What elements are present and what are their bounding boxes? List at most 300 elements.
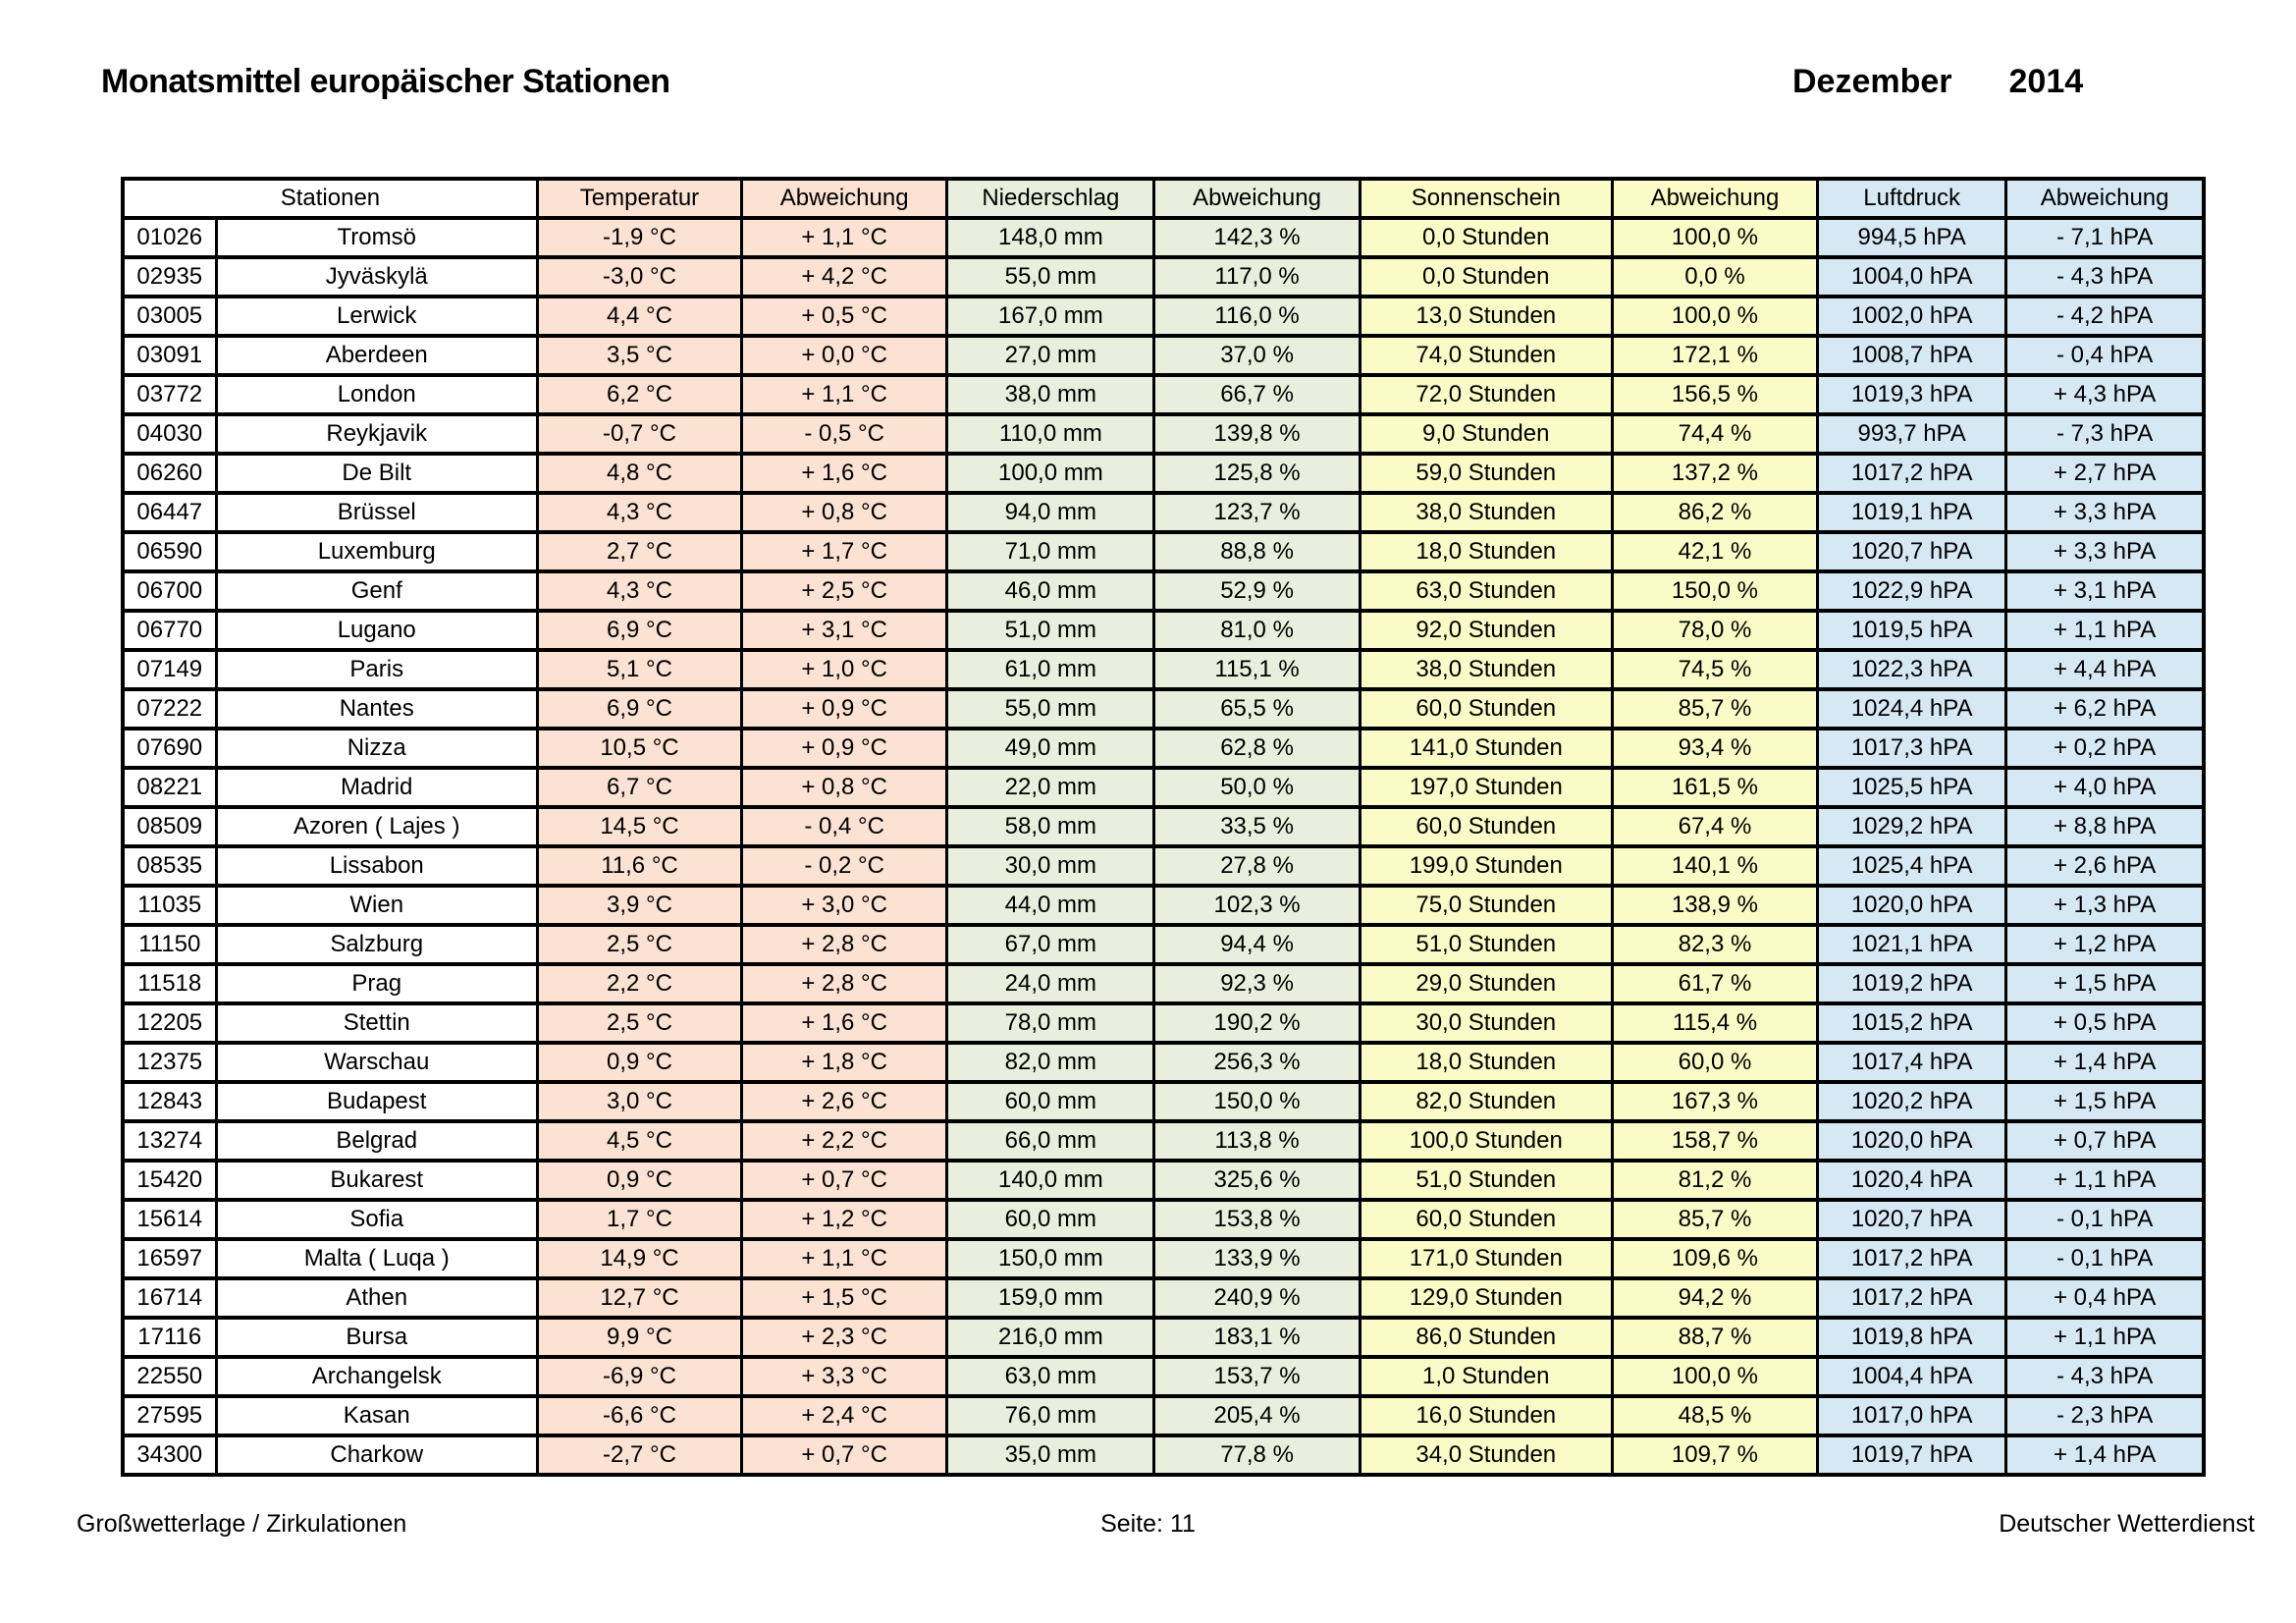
- pressure-deviation-cell: - 7,3 hPA: [2006, 414, 2204, 454]
- pressure-deviation-cell: + 4,3 hPA: [2006, 375, 2204, 414]
- table-row: [123, 925, 2204, 964]
- station-id-cell: 17116: [123, 1318, 216, 1357]
- pressure-cell: 1017,2 hPA: [1818, 1278, 2006, 1318]
- sunshine-cell: 141,0 Stunden: [1360, 729, 1612, 768]
- table-row: [123, 650, 2204, 689]
- pressure-cell: 1020,7 hPA: [1818, 1200, 2006, 1239]
- pressure-cell: 1020,7 hPA: [1818, 532, 2006, 571]
- precipitation-deviation-cell: 240,9 %: [1154, 1278, 1360, 1318]
- sunshine-cell: 16,0 Stunden: [1360, 1396, 1612, 1435]
- precipitation-cell: 38,0 mm: [947, 375, 1154, 414]
- sunshine-cell: 197,0 Stunden: [1360, 768, 1612, 807]
- precipitation-cell: 24,0 mm: [947, 964, 1154, 1003]
- station-id-cell: 13274: [123, 1121, 216, 1161]
- station-id-cell: 08509: [123, 807, 216, 846]
- sunshine-deviation-cell: 0,0 %: [1612, 257, 1817, 297]
- pressure-cell: 1004,0 hPA: [1818, 257, 2006, 297]
- sunshine-cell: 18,0 Stunden: [1360, 1043, 1612, 1082]
- station-name-cell: Malta ( Luqa ): [216, 1239, 537, 1278]
- pressure-cell: 1002,0 hPA: [1818, 297, 2006, 336]
- precipitation-cell: 35,0 mm: [947, 1435, 1154, 1475]
- station-name-cell: Luxemburg: [216, 532, 537, 571]
- station-id-cell: 06590: [123, 532, 216, 571]
- sunshine-deviation-cell: 140,1 %: [1612, 846, 1817, 886]
- pressure-deviation-cell: + 2,6 hPA: [2006, 846, 2204, 886]
- table-row: [123, 414, 2204, 454]
- precipitation-cell: 167,0 mm: [947, 297, 1154, 336]
- precipitation-deviation-cell: 150,0 %: [1154, 1082, 1360, 1121]
- temperature-cell: 6,9 °C: [537, 611, 741, 650]
- precipitation-cell: 49,0 mm: [947, 729, 1154, 768]
- temperature-deviation-cell: + 1,1 °C: [742, 1239, 947, 1278]
- sunshine-cell: 59,0 Stunden: [1360, 454, 1612, 493]
- precipitation-cell: 58,0 mm: [947, 807, 1154, 846]
- sunshine-cell: 72,0 Stunden: [1360, 375, 1612, 414]
- pressure-deviation-cell: + 1,1 hPA: [2006, 1161, 2204, 1200]
- temperature-cell: 2,7 °C: [537, 532, 741, 571]
- footer-left-text: Großwetterlage / Zirkulationen: [77, 1510, 407, 1538]
- table-row: [123, 532, 2204, 571]
- precipitation-cell: 30,0 mm: [947, 846, 1154, 886]
- pressure-cell: 1019,3 hPA: [1818, 375, 2006, 414]
- station-name-cell: Madrid: [216, 768, 537, 807]
- pressure-cell: 1022,9 hPA: [1818, 571, 2006, 611]
- temperature-deviation-cell: + 1,8 °C: [742, 1043, 947, 1082]
- pressure-cell: 1017,2 hPA: [1818, 1239, 2006, 1278]
- sunshine-cell: 38,0 Stunden: [1360, 650, 1612, 689]
- sunshine-deviation-cell: 67,4 %: [1612, 807, 1817, 846]
- pressure-deviation-cell: - 0,1 hPA: [2006, 1239, 2204, 1278]
- pressure-cell: 1015,2 hPA: [1818, 1003, 2006, 1043]
- temperature-deviation-cell: + 2,3 °C: [742, 1318, 947, 1357]
- station-id-cell: 08221: [123, 768, 216, 807]
- sunshine-cell: 171,0 Stunden: [1360, 1239, 1612, 1278]
- pressure-deviation-cell: + 1,5 hPA: [2006, 1082, 2204, 1121]
- temperature-cell: 2,5 °C: [537, 1003, 741, 1043]
- table-row: [123, 1003, 2204, 1043]
- sunshine-cell: 92,0 Stunden: [1360, 611, 1612, 650]
- table-row: [123, 611, 2204, 650]
- station-name-cell: Warschau: [216, 1043, 537, 1082]
- precipitation-deviation-cell: 115,1 %: [1154, 650, 1360, 689]
- pressure-deviation-cell: + 1,1 hPA: [2006, 1318, 2204, 1357]
- pressure-cell: 1020,2 hPA: [1818, 1082, 2006, 1121]
- temperature-cell: 6,7 °C: [537, 768, 741, 807]
- pressure-cell: 1020,0 hPA: [1818, 886, 2006, 925]
- station-id-cell: 06260: [123, 454, 216, 493]
- station-name-cell: Athen: [216, 1278, 537, 1318]
- pressure-deviation-cell: + 0,7 hPA: [2006, 1121, 2204, 1161]
- precipitation-cell: 55,0 mm: [947, 689, 1154, 729]
- station-id-cell: 22550: [123, 1357, 216, 1396]
- temperature-deviation-cell: + 1,0 °C: [742, 650, 947, 689]
- precipitation-cell: 82,0 mm: [947, 1043, 1154, 1082]
- precipitation-deviation-cell: 142,3 %: [1154, 218, 1360, 257]
- pressure-cell: 1017,3 hPA: [1818, 729, 2006, 768]
- temperature-cell: -1,9 °C: [537, 218, 741, 257]
- station-name-cell: Kasan: [216, 1396, 537, 1435]
- sunshine-deviation-cell: 81,2 %: [1612, 1161, 1817, 1200]
- temperature-deviation-cell: + 3,3 °C: [742, 1357, 947, 1396]
- station-name-cell: Lissabon: [216, 846, 537, 886]
- precipitation-cell: 27,0 mm: [947, 336, 1154, 375]
- temperature-cell: 14,9 °C: [537, 1239, 741, 1278]
- temperature-cell: 9,9 °C: [537, 1318, 741, 1357]
- sunshine-deviation-cell: 100,0 %: [1612, 297, 1817, 336]
- precipitation-deviation-cell: 113,8 %: [1154, 1121, 1360, 1161]
- table-row: [123, 689, 2204, 729]
- precipitation-cell: 55,0 mm: [947, 257, 1154, 297]
- temperature-deviation-cell: + 1,1 °C: [742, 218, 947, 257]
- station-name-cell: Budapest: [216, 1082, 537, 1121]
- temperature-deviation-cell: + 0,7 °C: [742, 1435, 947, 1475]
- sunshine-deviation-cell: 74,4 %: [1612, 414, 1817, 454]
- temperature-deviation-cell: + 0,7 °C: [742, 1161, 947, 1200]
- precipitation-deviation-cell: 92,3 %: [1154, 964, 1360, 1003]
- table-row: [123, 571, 2204, 611]
- pressure-cell: 1019,2 hPA: [1818, 964, 2006, 1003]
- station-name-cell: Paris: [216, 650, 537, 689]
- temperature-deviation-cell: + 2,6 °C: [742, 1082, 947, 1121]
- station-id-cell: 07222: [123, 689, 216, 729]
- precipitation-cell: 61,0 mm: [947, 650, 1154, 689]
- station-name-cell: Tromsö: [216, 218, 537, 257]
- sunshine-cell: 86,0 Stunden: [1360, 1318, 1612, 1357]
- precipitation-deviation-cell: 65,5 %: [1154, 689, 1360, 729]
- column-header-luftdruck-abweichung: Abweichung: [2006, 179, 2204, 218]
- pressure-deviation-cell: + 1,3 hPA: [2006, 886, 2204, 925]
- temperature-cell: 1,7 °C: [537, 1200, 741, 1239]
- sunshine-deviation-cell: 137,2 %: [1612, 454, 1817, 493]
- temperature-cell: 3,0 °C: [537, 1082, 741, 1121]
- pressure-cell: 1017,4 hPA: [1818, 1043, 2006, 1082]
- sunshine-deviation-cell: 85,7 %: [1612, 1200, 1817, 1239]
- station-name-cell: Lugano: [216, 611, 537, 650]
- temperature-deviation-cell: + 2,4 °C: [742, 1396, 947, 1435]
- temperature-cell: -6,9 °C: [537, 1357, 741, 1396]
- station-name-cell: London: [216, 375, 537, 414]
- precipitation-deviation-cell: 116,0 %: [1154, 297, 1360, 336]
- station-name-cell: Reykjavik: [216, 414, 537, 454]
- temperature-cell: 4,5 °C: [537, 1121, 741, 1161]
- column-header-temp-abweichung: Abweichung: [742, 179, 947, 218]
- column-header-luftdruck: Luftdruck: [1818, 179, 2006, 218]
- station-id-cell: 07690: [123, 729, 216, 768]
- station-id-cell: 08535: [123, 846, 216, 886]
- table-row: [123, 336, 2204, 375]
- station-name-cell: Jyväskylä: [216, 257, 537, 297]
- sunshine-cell: 63,0 Stunden: [1360, 571, 1612, 611]
- station-name-cell: Azoren ( Lajes ): [216, 807, 537, 846]
- precipitation-deviation-cell: 94,4 %: [1154, 925, 1360, 964]
- pressure-cell: 1022,3 hPA: [1818, 650, 2006, 689]
- temperature-cell: 14,5 °C: [537, 807, 741, 846]
- temperature-deviation-cell: + 2,8 °C: [742, 964, 947, 1003]
- temperature-cell: -3,0 °C: [537, 257, 741, 297]
- precipitation-deviation-cell: 256,3 %: [1154, 1043, 1360, 1082]
- station-id-cell: 12205: [123, 1003, 216, 1043]
- precipitation-cell: 60,0 mm: [947, 1082, 1154, 1121]
- sunshine-deviation-cell: 48,5 %: [1612, 1396, 1817, 1435]
- precipitation-cell: 71,0 mm: [947, 532, 1154, 571]
- pressure-deviation-cell: + 4,4 hPA: [2006, 650, 2204, 689]
- precipitation-cell: 66,0 mm: [947, 1121, 1154, 1161]
- station-name-cell: Wien: [216, 886, 537, 925]
- station-id-cell: 06700: [123, 571, 216, 611]
- pressure-cell: 1025,4 hPA: [1818, 846, 2006, 886]
- pressure-deviation-cell: + 8,8 hPA: [2006, 807, 2204, 846]
- table-row: [123, 807, 2204, 846]
- station-name-cell: Salzburg: [216, 925, 537, 964]
- precipitation-deviation-cell: 88,8 %: [1154, 532, 1360, 571]
- temperature-deviation-cell: + 1,1 °C: [742, 375, 947, 414]
- temperature-cell: 4,8 °C: [537, 454, 741, 493]
- temperature-cell: 3,9 °C: [537, 886, 741, 925]
- precipitation-cell: 78,0 mm: [947, 1003, 1154, 1043]
- temperature-deviation-cell: + 1,5 °C: [742, 1278, 947, 1318]
- temperature-cell: 2,5 °C: [537, 925, 741, 964]
- sunshine-deviation-cell: 42,1 %: [1612, 532, 1817, 571]
- precipitation-deviation-cell: 33,5 %: [1154, 807, 1360, 846]
- precipitation-cell: 76,0 mm: [947, 1396, 1154, 1435]
- temperature-deviation-cell: + 1,6 °C: [742, 454, 947, 493]
- report-year: 2014: [2008, 63, 2084, 100]
- pressure-cell: 1020,0 hPA: [1818, 1121, 2006, 1161]
- pressure-cell: 994,5 hPA: [1818, 218, 2006, 257]
- precipitation-cell: 22,0 mm: [947, 768, 1154, 807]
- sunshine-deviation-cell: 172,1 %: [1612, 336, 1817, 375]
- temperature-deviation-cell: + 3,0 °C: [742, 886, 947, 925]
- temperature-cell: 2,2 °C: [537, 964, 741, 1003]
- sunshine-cell: 82,0 Stunden: [1360, 1082, 1612, 1121]
- table-row: [123, 297, 2204, 336]
- sunshine-cell: 199,0 Stunden: [1360, 846, 1612, 886]
- station-id-cell: 03005: [123, 297, 216, 336]
- precipitation-deviation-cell: 133,9 %: [1154, 1239, 1360, 1278]
- column-header-temperatur: Temperatur: [537, 179, 741, 218]
- column-header-niederschlag-abweichung: Abweichung: [1154, 179, 1360, 218]
- table-row: [123, 1396, 2204, 1435]
- pressure-cell: 1024,4 hPA: [1818, 689, 2006, 729]
- temperature-cell: 0,9 °C: [537, 1043, 741, 1082]
- precipitation-cell: 63,0 mm: [947, 1357, 1154, 1396]
- precipitation-cell: 150,0 mm: [947, 1239, 1154, 1278]
- pressure-cell: 1025,5 hPA: [1818, 768, 2006, 807]
- report-month: Dezember: [1792, 63, 1952, 100]
- precipitation-cell: 46,0 mm: [947, 571, 1154, 611]
- station-id-cell: 02935: [123, 257, 216, 297]
- station-name-cell: Archangelsk: [216, 1357, 537, 1396]
- temperature-deviation-cell: - 0,5 °C: [742, 414, 947, 454]
- table-row: [123, 964, 2204, 1003]
- temperature-cell: 10,5 °C: [537, 729, 741, 768]
- pressure-deviation-cell: - 4,3 hPA: [2006, 1357, 2204, 1396]
- station-name-cell: Prag: [216, 964, 537, 1003]
- temperature-cell: 4,3 °C: [537, 493, 741, 532]
- station-name-cell: Genf: [216, 571, 537, 611]
- table-row: [123, 1200, 2204, 1239]
- precipitation-cell: 60,0 mm: [947, 1200, 1154, 1239]
- sunshine-deviation-cell: 60,0 %: [1612, 1043, 1817, 1082]
- station-id-cell: 16714: [123, 1278, 216, 1318]
- station-id-cell: 03772: [123, 375, 216, 414]
- station-id-cell: 06770: [123, 611, 216, 650]
- sunshine-cell: 60,0 Stunden: [1360, 807, 1612, 846]
- sunshine-cell: 1,0 Stunden: [1360, 1357, 1612, 1396]
- column-header-stationen: Stationen: [123, 179, 537, 218]
- temperature-deviation-cell: + 2,5 °C: [742, 571, 947, 611]
- sunshine-deviation-cell: 94,2 %: [1612, 1278, 1817, 1318]
- sunshine-deviation-cell: 86,2 %: [1612, 493, 1817, 532]
- station-name-cell: Nantes: [216, 689, 537, 729]
- station-name-cell: Nizza: [216, 729, 537, 768]
- precipitation-deviation-cell: 52,9 %: [1154, 571, 1360, 611]
- precipitation-deviation-cell: 81,0 %: [1154, 611, 1360, 650]
- station-id-cell: 07149: [123, 650, 216, 689]
- pressure-deviation-cell: + 2,7 hPA: [2006, 454, 2204, 493]
- station-name-cell: Bursa: [216, 1318, 537, 1357]
- sunshine-deviation-cell: 78,0 %: [1612, 611, 1817, 650]
- temperature-deviation-cell: + 0,8 °C: [742, 493, 947, 532]
- precipitation-cell: 51,0 mm: [947, 611, 1154, 650]
- table-row: [123, 1161, 2204, 1200]
- table-row: [123, 1082, 2204, 1121]
- precipitation-cell: 110,0 mm: [947, 414, 1154, 454]
- pressure-cell: 1021,1 hPA: [1818, 925, 2006, 964]
- precipitation-deviation-cell: 139,8 %: [1154, 414, 1360, 454]
- sunshine-deviation-cell: 109,6 %: [1612, 1239, 1817, 1278]
- sunshine-deviation-cell: 138,9 %: [1612, 886, 1817, 925]
- temperature-deviation-cell: + 2,8 °C: [742, 925, 947, 964]
- table-row: [123, 768, 2204, 807]
- precipitation-deviation-cell: 153,8 %: [1154, 1200, 1360, 1239]
- temperature-cell: 12,7 °C: [537, 1278, 741, 1318]
- precipitation-cell: 44,0 mm: [947, 886, 1154, 925]
- pressure-cell: 1019,1 hPA: [1818, 493, 2006, 532]
- sunshine-cell: 74,0 Stunden: [1360, 336, 1612, 375]
- sunshine-deviation-cell: 109,7 %: [1612, 1435, 1817, 1475]
- sunshine-cell: 60,0 Stunden: [1360, 1200, 1612, 1239]
- sunshine-cell: 13,0 Stunden: [1360, 297, 1612, 336]
- temperature-deviation-cell: + 0,8 °C: [742, 768, 947, 807]
- precipitation-deviation-cell: 183,1 %: [1154, 1318, 1360, 1357]
- pressure-deviation-cell: + 3,3 hPA: [2006, 493, 2204, 532]
- station-id-cell: 03091: [123, 336, 216, 375]
- report-date: [1792, 63, 2083, 101]
- pressure-deviation-cell: + 0,2 hPA: [2006, 729, 2204, 768]
- temperature-cell: -2,7 °C: [537, 1435, 741, 1475]
- header-row: [123, 179, 2204, 218]
- table-row: [123, 1239, 2204, 1278]
- table-row: [123, 1121, 2204, 1161]
- temperature-deviation-cell: + 0,5 °C: [742, 297, 947, 336]
- station-id-cell: 11518: [123, 964, 216, 1003]
- sunshine-cell: 51,0 Stunden: [1360, 925, 1612, 964]
- station-id-cell: 12375: [123, 1043, 216, 1082]
- precipitation-deviation-cell: 123,7 %: [1154, 493, 1360, 532]
- station-id-cell: 11035: [123, 886, 216, 925]
- pressure-deviation-cell: - 0,1 hPA: [2006, 1200, 2204, 1239]
- sunshine-cell: 0,0 Stunden: [1360, 257, 1612, 297]
- pressure-deviation-cell: + 0,4 hPA: [2006, 1278, 2204, 1318]
- temperature-cell: 6,2 °C: [537, 375, 741, 414]
- temperature-cell: 6,9 °C: [537, 689, 741, 729]
- temperature-deviation-cell: + 0,9 °C: [742, 689, 947, 729]
- precipitation-cell: 140,0 mm: [947, 1161, 1154, 1200]
- station-name-cell: Bukarest: [216, 1161, 537, 1200]
- precipitation-cell: 159,0 mm: [947, 1278, 1154, 1318]
- table-row: [123, 1278, 2204, 1318]
- station-id-cell: 34300: [123, 1435, 216, 1475]
- station-name-cell: Belgrad: [216, 1121, 537, 1161]
- temperature-deviation-cell: - 0,4 °C: [742, 807, 947, 846]
- station-id-cell: 11150: [123, 925, 216, 964]
- table-row: [123, 454, 2204, 493]
- sunshine-cell: 75,0 Stunden: [1360, 886, 1612, 925]
- column-header-sonnenschein: Sonnenschein: [1360, 179, 1612, 218]
- sunshine-deviation-cell: 158,7 %: [1612, 1121, 1817, 1161]
- pressure-deviation-cell: + 3,3 hPA: [2006, 532, 2204, 571]
- sunshine-cell: 30,0 Stunden: [1360, 1003, 1612, 1043]
- footer-page-number: Seite: 11: [1100, 1510, 1196, 1538]
- sunshine-cell: 34,0 Stunden: [1360, 1435, 1612, 1475]
- sunshine-cell: 38,0 Stunden: [1360, 493, 1612, 532]
- precipitation-deviation-cell: 325,6 %: [1154, 1161, 1360, 1200]
- table-row: [123, 729, 2204, 768]
- column-header-niederschlag: Niederschlag: [947, 179, 1154, 218]
- temperature-cell: -6,6 °C: [537, 1396, 741, 1435]
- table-row: [123, 1357, 2204, 1396]
- pressure-deviation-cell: + 1,4 hPA: [2006, 1043, 2204, 1082]
- precipitation-deviation-cell: 102,3 %: [1154, 886, 1360, 925]
- table-row: [123, 1318, 2204, 1357]
- station-name-cell: Sofia: [216, 1200, 537, 1239]
- table-row: [123, 375, 2204, 414]
- station-name-cell: Stettin: [216, 1003, 537, 1043]
- sunshine-cell: 129,0 Stunden: [1360, 1278, 1612, 1318]
- station-id-cell: 04030: [123, 414, 216, 454]
- pressure-deviation-cell: - 7,1 hPA: [2006, 218, 2204, 257]
- precipitation-deviation-cell: 27,8 %: [1154, 846, 1360, 886]
- sunshine-deviation-cell: 161,5 %: [1612, 768, 1817, 807]
- pressure-deviation-cell: + 1,2 hPA: [2006, 925, 2204, 964]
- temperature-cell: 4,4 °C: [537, 297, 741, 336]
- sunshine-deviation-cell: 156,5 %: [1612, 375, 1817, 414]
- sunshine-deviation-cell: 93,4 %: [1612, 729, 1817, 768]
- page-title: Monatsmittel europäischer Stationen: [101, 63, 670, 100]
- sunshine-cell: 60,0 Stunden: [1360, 689, 1612, 729]
- pressure-deviation-cell: + 0,5 hPA: [2006, 1003, 2204, 1043]
- temperature-cell: 0,9 °C: [537, 1161, 741, 1200]
- temperature-deviation-cell: + 1,6 °C: [742, 1003, 947, 1043]
- temperature-cell: -0,7 °C: [537, 414, 741, 454]
- pressure-deviation-cell: + 1,4 hPA: [2006, 1435, 2204, 1475]
- station-id-cell: 15420: [123, 1161, 216, 1200]
- temperature-deviation-cell: + 4,2 °C: [742, 257, 947, 297]
- sunshine-deviation-cell: 167,3 %: [1612, 1082, 1817, 1121]
- pressure-cell: 1008,7 hPA: [1818, 336, 2006, 375]
- table-row: [123, 218, 2204, 257]
- pressure-deviation-cell: + 1,5 hPA: [2006, 964, 2204, 1003]
- temperature-cell: 4,3 °C: [537, 571, 741, 611]
- sunshine-deviation-cell: 100,0 %: [1612, 218, 1817, 257]
- sunshine-deviation-cell: 150,0 %: [1612, 571, 1817, 611]
- pressure-deviation-cell: - 2,3 hPA: [2006, 1396, 2204, 1435]
- sunshine-deviation-cell: 61,7 %: [1612, 964, 1817, 1003]
- sunshine-cell: 18,0 Stunden: [1360, 532, 1612, 571]
- precipitation-deviation-cell: 77,8 %: [1154, 1435, 1360, 1475]
- sunshine-deviation-cell: 115,4 %: [1612, 1003, 1817, 1043]
